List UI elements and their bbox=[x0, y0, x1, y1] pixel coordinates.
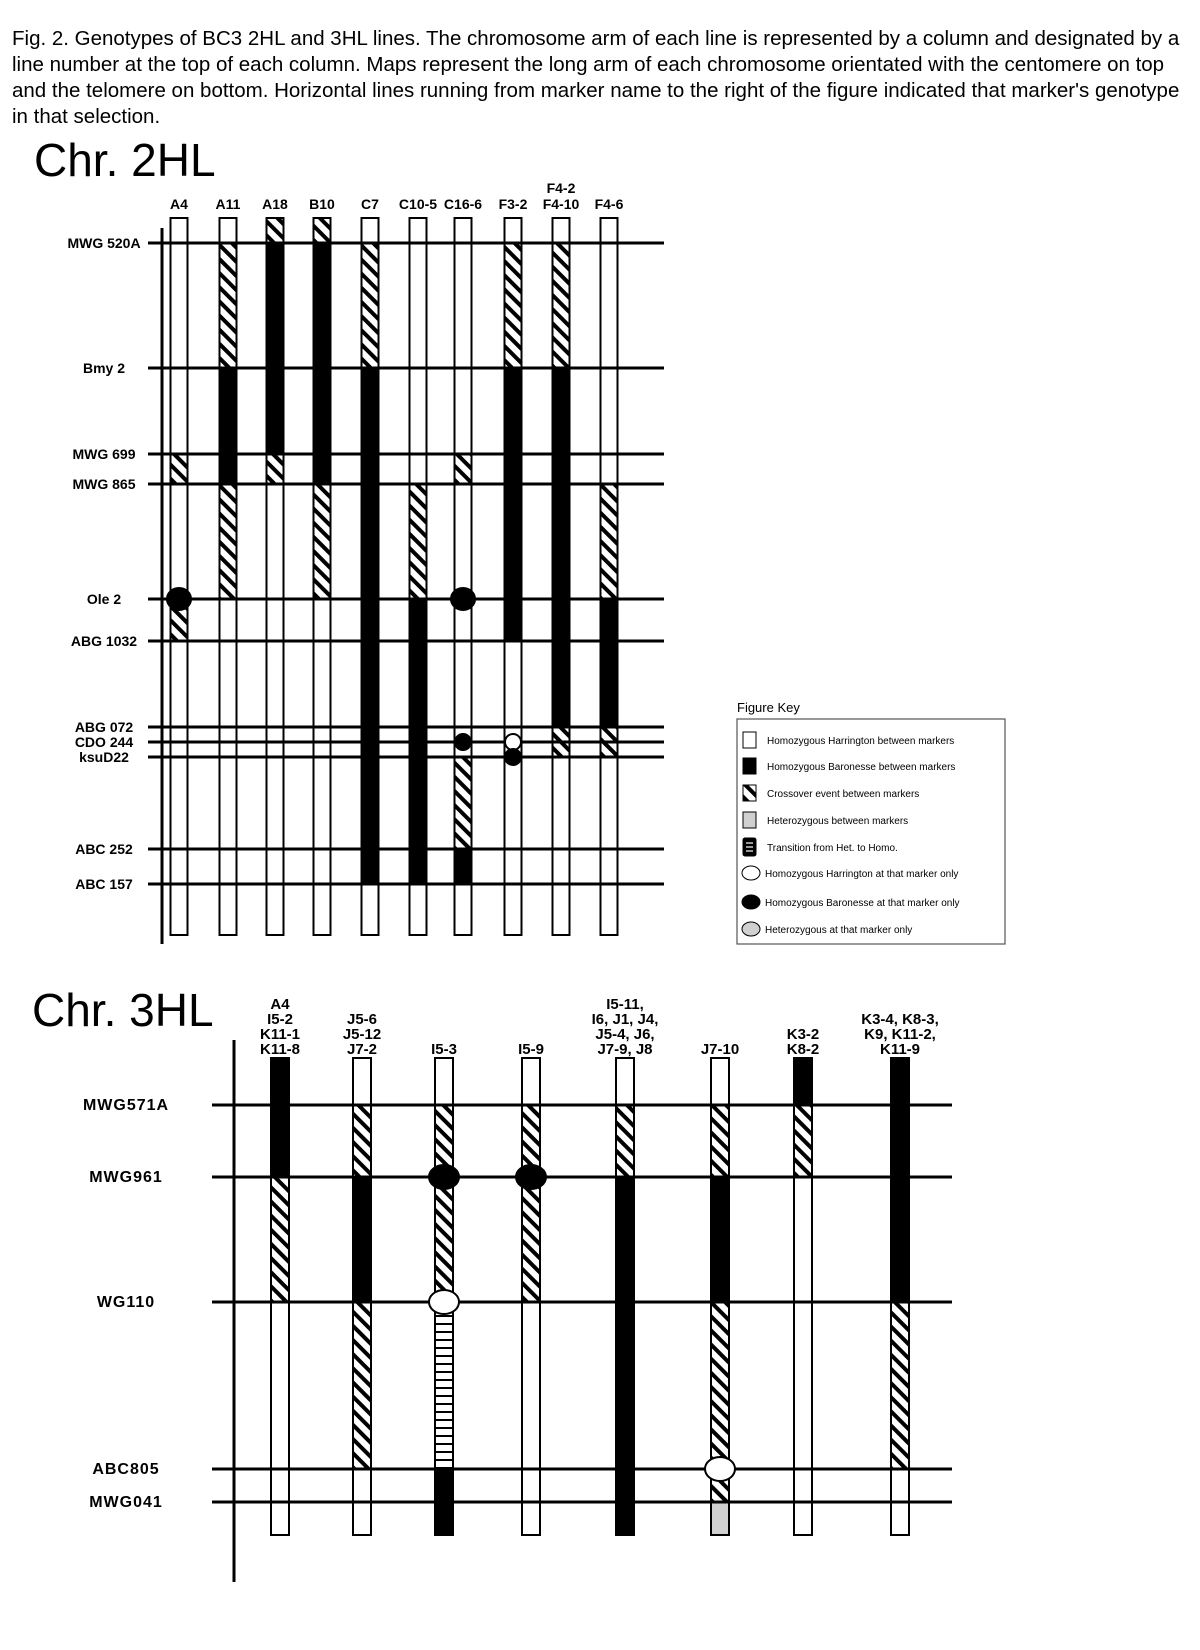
crossover-segment bbox=[455, 757, 472, 849]
harrington-segment bbox=[505, 641, 522, 727]
crossover-segment bbox=[553, 727, 570, 742]
line-label: I5-3 bbox=[431, 1041, 457, 1058]
key-label: Transition from Het. to Homo. bbox=[767, 843, 898, 854]
line-column bbox=[361, 196, 379, 935]
harrington-segment bbox=[410, 218, 427, 243]
line-column bbox=[592, 996, 659, 1535]
baronesse-segment bbox=[362, 641, 379, 727]
baronesse-segment bbox=[891, 1058, 909, 1105]
line-label: K11-8 bbox=[259, 1041, 301, 1058]
line-column bbox=[499, 196, 528, 935]
harrington-segment bbox=[267, 757, 284, 849]
baronesse-segment bbox=[553, 368, 570, 454]
crossover-segment bbox=[220, 243, 237, 368]
line-label: C10-5 bbox=[398, 196, 438, 212]
harrington-segment bbox=[522, 1058, 540, 1105]
harrington-segment bbox=[267, 849, 284, 884]
crossover-segment bbox=[522, 1177, 540, 1302]
crossover-segment bbox=[711, 1302, 729, 1469]
marker-label: ABG 072 bbox=[74, 719, 134, 735]
marker-label: MWG 865 bbox=[72, 476, 136, 492]
harrington-segment bbox=[171, 641, 188, 727]
line-label: F4-6 bbox=[594, 196, 624, 212]
harrington-segment bbox=[891, 1502, 909, 1535]
baronesse-segment bbox=[362, 742, 379, 757]
harrington-segment bbox=[601, 757, 618, 849]
figure-caption: Fig. 2. Genotypes of BC3 2HL and 3HL lines. The chromosome arm of each line is represented by a column and designated by a line number at the top of each column. Maps represent the long arm of each chromosome orientated with the centomere on top and the telomere on bottom. Horizontal lines running from marker name to the right of the figure indicated that marker's genotype in that selection. bbox=[12, 27, 1180, 128]
harrington-segment bbox=[601, 218, 618, 243]
baronesse-segment bbox=[616, 1469, 634, 1502]
crossover-segment bbox=[220, 484, 237, 599]
harrington-segment bbox=[455, 243, 472, 368]
baronesse-segment bbox=[794, 1058, 812, 1105]
crossover-segment bbox=[353, 1302, 371, 1469]
harrington-segment bbox=[601, 368, 618, 454]
harrington-marker-dot bbox=[505, 734, 521, 750]
harrington-segment bbox=[362, 218, 379, 243]
line-label: K3-2 bbox=[786, 1026, 820, 1043]
baronesse-marker-dot bbox=[167, 588, 191, 610]
crossover-segment bbox=[601, 727, 618, 742]
crossover-segment bbox=[891, 1302, 909, 1469]
harrington-segment bbox=[314, 742, 331, 757]
baronesse-dot-swatch bbox=[742, 895, 760, 909]
harrington-segment bbox=[891, 1469, 909, 1502]
harrington-segment bbox=[553, 757, 570, 849]
key-swatch bbox=[742, 922, 760, 936]
harrington-segment bbox=[220, 727, 237, 742]
baronesse-segment bbox=[362, 368, 379, 454]
crossover-segment bbox=[711, 1105, 729, 1177]
baronesse-segment bbox=[362, 727, 379, 742]
line-label: K8-2 bbox=[786, 1041, 820, 1058]
baronesse-segment bbox=[220, 368, 237, 454]
baronesse-segment bbox=[616, 1502, 634, 1535]
crossover-segment bbox=[410, 484, 427, 599]
baronesse-marker-dot bbox=[429, 1165, 459, 1189]
harrington-segment bbox=[553, 218, 570, 243]
line-label: J7-9, J8 bbox=[597, 1041, 653, 1058]
crossover-segment bbox=[267, 454, 284, 484]
harrington-segment bbox=[220, 849, 237, 884]
harrington-segment bbox=[410, 243, 427, 368]
harrington-segment bbox=[314, 849, 331, 884]
harrington-segment bbox=[171, 757, 188, 849]
line-label: F4-2 bbox=[546, 180, 576, 196]
harrington-segment bbox=[220, 599, 237, 641]
crossover-segment bbox=[353, 1105, 371, 1177]
baronesse-segment bbox=[601, 599, 618, 641]
baronesse-segment bbox=[616, 1302, 634, 1469]
line-column bbox=[216, 196, 241, 935]
line-label: I5-9 bbox=[518, 1041, 544, 1058]
line-label: A4 bbox=[270, 996, 290, 1013]
harrington-segment bbox=[455, 484, 472, 599]
marker-label: MWG571A bbox=[82, 1097, 170, 1114]
marker-label: Bmy 2 bbox=[82, 360, 126, 376]
line-label: F4-10 bbox=[542, 196, 580, 212]
baronesse-segment bbox=[410, 757, 427, 849]
harrington-segment bbox=[505, 218, 522, 243]
harrington-segment bbox=[410, 368, 427, 454]
line-column bbox=[431, 1041, 457, 1535]
key-title: Figure Key bbox=[737, 700, 800, 715]
line-label: F3-2 bbox=[498, 196, 528, 212]
baronesse-segment bbox=[435, 1469, 453, 1502]
baronesse-segment bbox=[410, 742, 427, 757]
line-label: I5-2 bbox=[267, 1011, 293, 1028]
line-column bbox=[170, 196, 188, 935]
harrington-segment bbox=[435, 1058, 453, 1105]
line-label: K11-1 bbox=[259, 1026, 301, 1043]
crossover-segment bbox=[601, 742, 618, 757]
harrington-marker-dot bbox=[705, 1457, 735, 1481]
key-swatch bbox=[742, 895, 760, 909]
harrington-segment bbox=[794, 1177, 812, 1302]
harrington-segment bbox=[171, 484, 188, 599]
baronesse-segment bbox=[314, 243, 331, 368]
crossover-segment bbox=[794, 1105, 812, 1177]
marker-label: ABC805 bbox=[92, 1461, 160, 1478]
key-label: Heterozygous at that marker only bbox=[765, 925, 913, 936]
baronesse-segment bbox=[271, 1058, 289, 1105]
key-label: Crossover event between markers bbox=[767, 789, 920, 800]
crossover-segment bbox=[601, 484, 618, 599]
crossover-segment bbox=[314, 218, 331, 243]
baronesse-segment bbox=[505, 599, 522, 641]
harrington-segment bbox=[220, 641, 237, 727]
line-label: K3-4, K8-3, bbox=[861, 1011, 939, 1028]
harrington-segment bbox=[353, 1058, 371, 1105]
harrington-segment bbox=[522, 1469, 540, 1502]
marker-label: MWG961 bbox=[89, 1169, 163, 1186]
harrington-segment bbox=[220, 757, 237, 849]
baronesse-segment bbox=[362, 454, 379, 484]
line-columns bbox=[260, 996, 939, 1535]
key-swatch bbox=[742, 866, 760, 880]
harrington-segment bbox=[616, 1058, 634, 1105]
harrington-segment bbox=[505, 757, 522, 849]
marker-label: ABG 1032 bbox=[70, 633, 138, 649]
crossover-segment bbox=[267, 218, 284, 243]
baronesse-segment bbox=[362, 757, 379, 849]
baronesse-segment bbox=[455, 849, 472, 884]
line-column bbox=[260, 996, 300, 1535]
harrington-segment bbox=[522, 1302, 540, 1469]
baronesse-marker-dot bbox=[451, 588, 475, 610]
harrington-segment bbox=[271, 1469, 289, 1502]
line-column bbox=[787, 1026, 820, 1535]
baronesse-segment bbox=[553, 454, 570, 484]
baronesse-segment bbox=[891, 1177, 909, 1302]
line-label: A4 bbox=[170, 196, 188, 212]
line-label: J5-4, J6, bbox=[595, 1026, 655, 1043]
harrington-segment bbox=[267, 599, 284, 641]
harrington-segment bbox=[794, 1469, 812, 1502]
harrington-segment bbox=[314, 599, 331, 641]
key-swatch bbox=[743, 732, 756, 748]
harrington-segment bbox=[601, 849, 618, 884]
baronesse-segment bbox=[553, 484, 570, 599]
marker-label: MWG 699 bbox=[72, 446, 136, 462]
line-column bbox=[543, 180, 580, 935]
crossover-segment bbox=[455, 454, 472, 484]
baronesse-segment bbox=[616, 1177, 634, 1302]
line-label: J7-2 bbox=[346, 1041, 378, 1058]
crossover-segment bbox=[505, 243, 522, 368]
line-label: I6, J1, J4, bbox=[591, 1011, 659, 1028]
harrington-segment bbox=[171, 218, 188, 243]
harrington-segment bbox=[353, 1502, 371, 1535]
key-label: Homozygous Harrington at that marker only bbox=[765, 869, 959, 880]
harrington-segment bbox=[794, 1502, 812, 1535]
crossover-segment bbox=[271, 1177, 289, 1302]
chromosome-2hl-chart bbox=[34, 134, 664, 944]
crossover-segment bbox=[171, 454, 188, 484]
harrington-segment bbox=[794, 1302, 812, 1469]
key-label: Homozygous Baronesse at that marker only bbox=[765, 898, 960, 909]
crossover-segment bbox=[362, 243, 379, 368]
crossover-segment bbox=[616, 1105, 634, 1177]
harrington-segment bbox=[314, 757, 331, 849]
baronesse-segment bbox=[553, 641, 570, 727]
baronesse-segment bbox=[410, 727, 427, 742]
heterozygous-swatch bbox=[743, 812, 756, 828]
baronesse-segment bbox=[410, 849, 427, 884]
line-label: B10 bbox=[309, 196, 335, 212]
harrington-segment bbox=[455, 218, 472, 243]
key-swatch bbox=[743, 785, 756, 801]
crossover-segment bbox=[435, 1177, 453, 1302]
harrington-dot-swatch bbox=[742, 866, 760, 880]
baronesse-segment bbox=[435, 1502, 453, 1535]
line-label: C7 bbox=[361, 196, 379, 212]
line-column bbox=[518, 1041, 544, 1535]
line-label: K11-9 bbox=[879, 1041, 921, 1058]
harrington-segment bbox=[455, 368, 472, 454]
baronesse-segment bbox=[410, 599, 427, 641]
harrington-segment bbox=[267, 641, 284, 727]
heterozygous-segment bbox=[711, 1502, 729, 1535]
baronesse-segment bbox=[891, 1105, 909, 1177]
key-swatch bbox=[743, 758, 756, 774]
line-label: K9, K11-2, bbox=[864, 1026, 936, 1043]
harrington-segment bbox=[271, 1302, 289, 1469]
baronesse-segment bbox=[711, 1177, 729, 1302]
baronesse-segment bbox=[601, 641, 618, 727]
chart-title: Chr. 3HL bbox=[32, 984, 214, 1036]
baronesse-segment bbox=[314, 454, 331, 484]
baronesse-segment bbox=[362, 599, 379, 641]
baronesse-segment bbox=[267, 243, 284, 368]
harrington-segment bbox=[553, 849, 570, 884]
baronesse-swatch bbox=[743, 758, 756, 774]
marker-label: Ole 2 bbox=[86, 591, 122, 607]
harrington-segment bbox=[220, 742, 237, 757]
line-column bbox=[595, 196, 624, 935]
marker-label: MWG041 bbox=[89, 1494, 163, 1511]
harrington-swatch bbox=[743, 732, 756, 748]
line-column bbox=[399, 196, 437, 935]
baronesse-segment bbox=[314, 368, 331, 454]
harrington-segment bbox=[267, 484, 284, 599]
baronesse-segment bbox=[505, 368, 522, 454]
line-label: J5-12 bbox=[342, 1026, 382, 1043]
line-label: A11 bbox=[215, 196, 241, 212]
baronesse-marker-dot bbox=[455, 734, 471, 750]
key-label: Homozygous Harrington between markers bbox=[767, 736, 955, 747]
marker-lines bbox=[83, 1097, 952, 1511]
baronesse-segment bbox=[362, 484, 379, 599]
harrington-segment bbox=[314, 727, 331, 742]
line-column bbox=[343, 1011, 381, 1535]
chromosome-3hl-chart bbox=[32, 984, 952, 1582]
baronesse-segment bbox=[267, 368, 284, 454]
harrington-segment bbox=[171, 243, 188, 368]
harrington-segment bbox=[505, 849, 522, 884]
heterozygous-dot-swatch bbox=[742, 922, 760, 936]
line-label: J5-6 bbox=[346, 1011, 378, 1028]
line-label: I5-11, bbox=[606, 996, 644, 1013]
marker-label: WG110 bbox=[96, 1294, 156, 1311]
marker-dots bbox=[429, 1165, 735, 1481]
baronesse-marker-dot bbox=[505, 749, 521, 765]
marker-label: CDO 244 bbox=[74, 734, 134, 750]
harrington-segment bbox=[171, 368, 188, 454]
crossover-segment bbox=[553, 243, 570, 368]
baronesse-segment bbox=[353, 1177, 371, 1302]
chart-title: Chr. 2HL bbox=[34, 134, 216, 186]
baronesse-segment bbox=[553, 599, 570, 641]
harrington-segment bbox=[171, 849, 188, 884]
baronesse-segment bbox=[271, 1105, 289, 1177]
crossover-swatch bbox=[743, 785, 756, 801]
baronesse-segment bbox=[362, 849, 379, 884]
line-column bbox=[262, 196, 288, 935]
harrington-segment bbox=[601, 454, 618, 484]
baronesse-segment bbox=[410, 641, 427, 727]
baronesse-segment bbox=[505, 484, 522, 599]
line-label: C16-6 bbox=[443, 196, 483, 212]
harrington-segment bbox=[410, 454, 427, 484]
key-swatch bbox=[743, 838, 756, 856]
harrington-segment bbox=[271, 1502, 289, 1535]
transition-segment bbox=[435, 1302, 453, 1469]
marker-label: ksuD22 bbox=[79, 749, 129, 765]
line-label: J7-10 bbox=[700, 1041, 740, 1058]
key-swatch bbox=[743, 812, 756, 828]
harrington-segment bbox=[455, 641, 472, 727]
harrington-segment bbox=[601, 243, 618, 368]
line-columns bbox=[170, 180, 624, 935]
line-column bbox=[861, 1011, 939, 1535]
harrington-segment bbox=[711, 1058, 729, 1105]
line-label: A18 bbox=[262, 196, 288, 212]
harrington-segment bbox=[267, 742, 284, 757]
key-label: Homozygous Baronesse between markers bbox=[767, 762, 956, 773]
harrington-segment bbox=[314, 641, 331, 727]
crossover-segment bbox=[553, 742, 570, 757]
figure-key bbox=[737, 700, 1005, 944]
harrington-segment bbox=[353, 1469, 371, 1502]
harrington-segment bbox=[171, 742, 188, 757]
line-column bbox=[444, 196, 482, 935]
marker-label: ABC 157 bbox=[75, 876, 133, 892]
baronesse-segment bbox=[505, 454, 522, 484]
harrington-segment bbox=[220, 218, 237, 243]
key-label: Heterozygous between markers bbox=[767, 816, 909, 827]
harrington-segment bbox=[522, 1502, 540, 1535]
harrington-segment bbox=[171, 727, 188, 742]
line-column bbox=[309, 196, 335, 935]
key-box bbox=[737, 719, 1005, 944]
marker-label: MWG 520A bbox=[67, 235, 141, 251]
harrington-marker-dot bbox=[429, 1290, 459, 1314]
baronesse-marker-dot bbox=[516, 1165, 546, 1189]
baronesse-segment bbox=[220, 454, 237, 484]
marker-label: ABC 252 bbox=[75, 841, 133, 857]
harrington-segment bbox=[267, 727, 284, 742]
crossover-segment bbox=[314, 484, 331, 599]
